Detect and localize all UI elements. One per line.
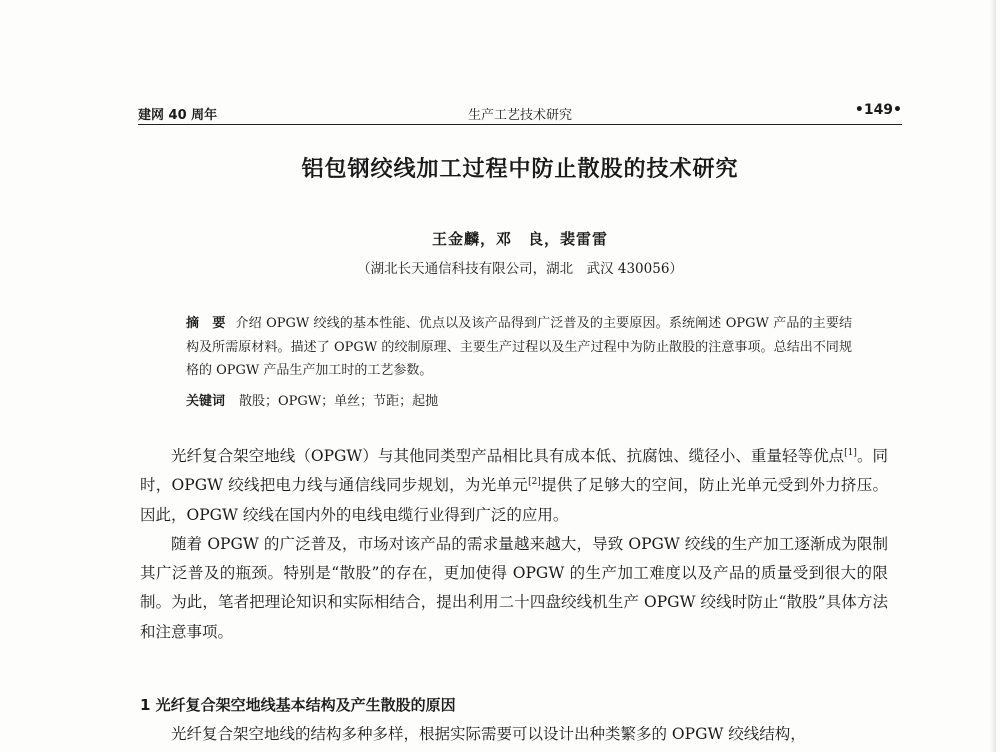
section-1-first-line: 光纤复合架空地线的结构多种多样，根据实际需要可以设计出种类繁多的 OPGW 绞线结构， xyxy=(171,725,806,743)
paper-authors: 王金麟，邓 良，裴雷雷 xyxy=(431,230,608,248)
keywords-label: 关键词 xyxy=(186,394,226,409)
citation-2: [2] xyxy=(528,477,541,488)
paragraph-2: 随着 OPGW 的广泛普及，市场对该产品的需求量越来越大，导致 OPGW 绞线的生产加工逐渐成为限制其广泛普及的瓶颈。特别是“散股”的存在，更加使得 OPGW 的生产加工难度以及产品的质量受到很大的限制。为此，笔者把理论知识和实际相结合，提出利用二十四盘绞线机生产 OPGW 绞线时防止“散股”具体方法和注意事项。 xyxy=(140,534,888,641)
abstract xyxy=(186,312,852,383)
paragraph-1-part-1: 光纤复合架空地线（OPGW）与其他同类型产品相比具有成本低、抗腐蚀、缆径小、重量轻等优点 xyxy=(171,447,845,465)
abstract-label: 摘 要 xyxy=(186,316,226,331)
scan-edge-shading xyxy=(990,0,996,752)
paragraph-1-part-3: 提供了足够大的空间，防止光单元受到外力挤压。因此，OPGW 绞线在国内外的电线电缆行业得到广泛的应用。 xyxy=(140,476,888,524)
running-header xyxy=(138,102,902,124)
abstract-text: 介绍 OPGW 绞线的基本性能、优点以及该产品得到广泛普及的主要原因。系统阐述 OPGW 产品的主要结构及所需原材料。描述了 OPGW 的绞制原理、主要生产过程以及生产过程中为防止散股的注意事项。总结出不同规格的 OPGW 产品生产加工时的工艺参数。 xyxy=(186,316,852,378)
running-header-section: 生产工艺技术研究 xyxy=(467,108,572,123)
page-number: •149• xyxy=(854,102,902,118)
paper-title: 铝包钢绞线加工过程中防止散股的技术研究 xyxy=(301,157,739,182)
paragraph-1 xyxy=(140,442,888,530)
header-rule xyxy=(138,124,902,125)
paragraph-1-part-2: 。同时，OPGW 绞线把电力线与通信线同步规划，为光单元 xyxy=(140,447,888,495)
keywords-text: 散股；OPGW；单丝；节距；起抛 xyxy=(239,394,439,409)
running-header-journal: 建网 40 周年 xyxy=(138,108,218,123)
citation-1: [1] xyxy=(844,447,857,458)
body-text xyxy=(140,442,888,647)
keywords xyxy=(186,390,852,409)
section-1-heading: 1 光纤复合架空地线基本结构及产生散股的原因 xyxy=(140,696,456,714)
paper-affiliation: （湖北长天通信科技有限公司，湖北 武汉 430056） xyxy=(357,261,683,277)
